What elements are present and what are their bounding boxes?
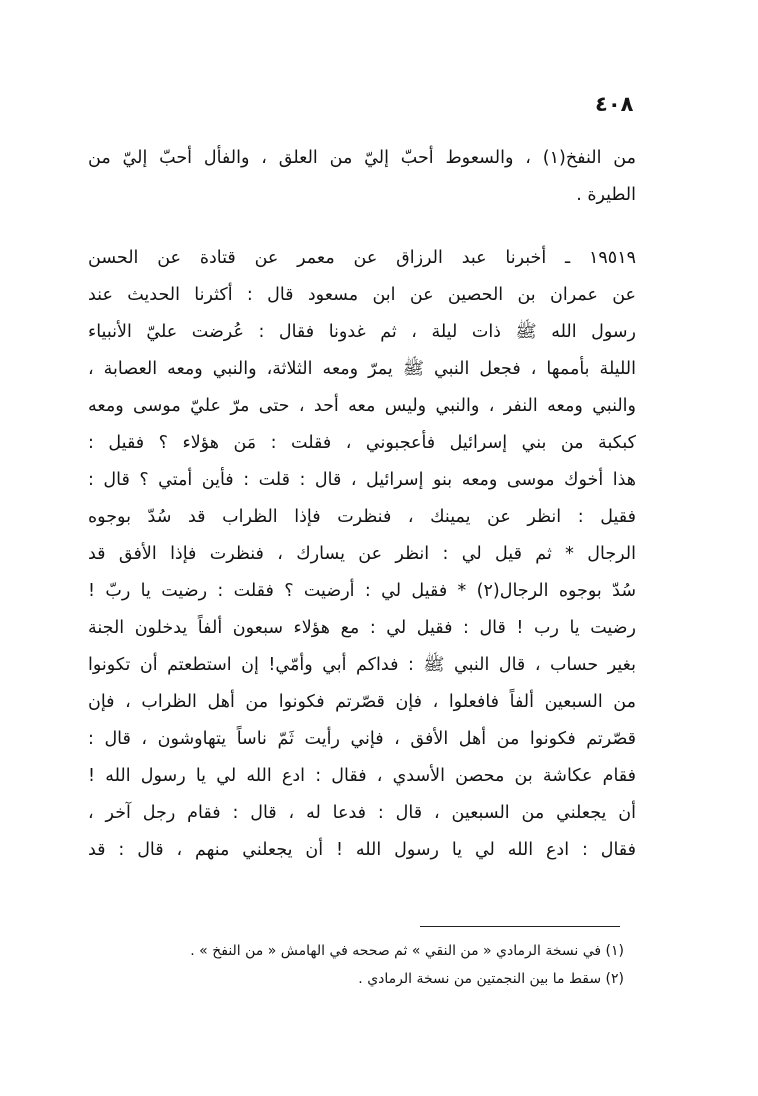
- text-line: رضيت يا رب ! قال : فقيل لي : مع هؤلاء سبعون ألفاً يدخلون الجنة: [88, 618, 636, 638]
- text-line: قصّرتم فكونوا من أهل الأفق ، فإني رأيت ثَمّ ناساً يتهاوشون ، قال :: [88, 729, 636, 749]
- text-line: الطيرة .: [576, 185, 636, 205]
- text-line: فقام عكاشة بن محصن الأسدي ، فقال : ادع الله لي يا رسول الله !: [88, 766, 636, 786]
- main-text: [88, 140, 636, 869]
- text-line: سُدّ بوجوه الرجال(٢) * فقيل لي : أرضيت ؟ فقلت : رضيت يا ربّ !: [88, 581, 636, 601]
- hadith-first-line: ١٩٥١٩ ـ أخبرنا عبد الرزاق عن معمر عن قتادة عن الحسن: [88, 248, 636, 268]
- footnote-2: (٢) سقط ما بين النجمتين من نسخة الرمادي .: [358, 971, 624, 987]
- text-line: فقال : ادع الله لي يا رسول الله ! أن يجعلني منهم ، قال : قد: [88, 840, 636, 860]
- text-line: من السبعين ألفاً فافعلوا ، فإن قصّرتم فكونوا من أهل الظراب ، فإن: [88, 692, 636, 712]
- page-number: ٤٠٨: [595, 92, 634, 116]
- text-line: أن يجعلني من السبعين ، قال : فدعا له ، قال : فقام رجل آخر ،: [88, 803, 636, 823]
- text-line: عن عمران بن الحصين عن ابن مسعود قال : أكثرنا الحديث عند: [88, 285, 636, 305]
- text-line: كبكبة من بني إسرائيل فأعجبوني ، فقلت : مَن هؤلاء ؟ فقيل :: [88, 433, 636, 453]
- text-line: رسول الله ﷺ ذات ليلة ، ثم غدونا فقال : عُرضت عليّ الأنبياء: [88, 322, 636, 342]
- footnote-separator: [420, 926, 620, 927]
- paragraph-gap: [88, 214, 636, 240]
- text-line: بغير حساب ، قال النبي ﷺ : فداكم أبي وأمّي! إن استطعتم أن تكونوا: [88, 655, 636, 675]
- footnote-1: (١) في نسخة الرمادي « من النقي » ثم صححه في الهامش « من النفخ » .: [190, 943, 624, 959]
- text-line: الرجال * ثم قيل لي : انظر عن يسارك ، فنظرت فإذا الأفق قد: [88, 544, 636, 564]
- text-line: من النفخ(١) ، والسعوط أحبّ إليّ من العلق ، والفأل أحبّ إليّ من: [88, 148, 636, 168]
- text-line: هذا أخوك موسى ومعه بنو إسرائيل ، قال : قلت : فأين أمتي ؟ قال :: [88, 470, 636, 490]
- text-line: والنبي ومعه النفر ، والنبي وليس معه أحد ، حتى مرّ عليّ موسى ومعه: [88, 396, 636, 416]
- text-line: فقيل : انظر عن يمينك ، فنظرت فإذا الظراب قد سُدّ بوجوه: [88, 507, 636, 527]
- text-line: الليلة بأممها ، فجعل النبي ﷺ يمرّ ومعه الثلاثة، والنبي ومعه العصابة ،: [88, 359, 636, 379]
- footnotes: [190, 937, 624, 993]
